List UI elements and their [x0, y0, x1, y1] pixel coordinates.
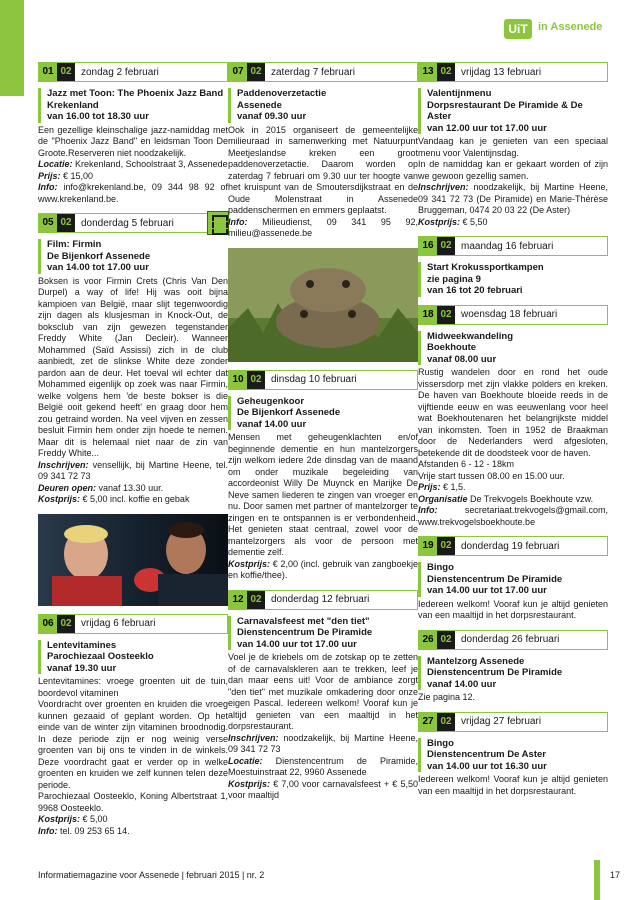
green-corner-bar — [0, 0, 24, 96]
event-lentevitamines — [38, 614, 228, 838]
event-date-header — [38, 62, 228, 82]
event-title: Paddenoverzetactie Assenede vanaf 09.30 uur — [228, 88, 418, 123]
event-paddenoverzet — [228, 62, 418, 240]
column-2 — [228, 62, 418, 810]
event-body: Lentevitamines: vroege groenten uit de tuin, boordevol vitaminen Voordracht over groenten en kruiden die vroeg kunnen gezaaid of geplant worden. Op het einde van de winter zijn vitaminen broodnodig. In deze periode zijn er nog weinig verse groenten van bij ons te vinden in de winkels. Deze voordracht gaat er verder op in welke groenten en kruiden we zelf kunnen telen deze periode. Parochiezaal Oosteeklo, Koning Albertstraat 1, 9968 Oosteeklo. Kostprijs: € 5,00 Info: tel. 09 253 65 14. — [38, 676, 228, 836]
event-body: Mensen met geheugenklachten en/of beginnende dementie en hun mantelzorgers zijn welkom iedere 2de dinsdag van de maand om onder muzikale begeleiding van accordeonist Willy De Muynck en Marijke De Neve samen liederen te zingen van vroeger en nu. Door samen met partner of mantelzorger te zingen en te ontspannen is er verbondenheid. Het genieten staat centraal, zowel voor de mantelzorgers als voor de persoon met dementie zelf. Kostprijs: € 2,00 (incl. gebruik van zangboekje en koffie/thee). — [228, 432, 418, 580]
day-number: 19 — [419, 537, 437, 555]
event-mantelzorg — [418, 630, 608, 704]
event-body: Iedereen welkom! Vooraf kun je altijd genieten van een maaltijd in het dorpsrestaurant. — [418, 774, 608, 796]
day-number: 06 — [39, 615, 57, 633]
month-number: 02 — [437, 537, 455, 555]
day-number: 27 — [419, 713, 437, 731]
month-number: 02 — [247, 371, 265, 389]
event-title: Geheugenkoor De Bijenkorf Assenede vanaf 14.00 uur — [228, 396, 418, 431]
event-title: Jazz met Toon: The Phoenix Jazz Band Krekenland van 16.00 tot 18.30 uur — [38, 88, 228, 123]
day-number: 01 — [39, 63, 57, 81]
event-date: vrijdag 13 februari — [461, 66, 542, 78]
film-strip-icon — [207, 211, 229, 235]
day-number: 26 — [419, 631, 437, 649]
footer-text: Informatiemagazine voor Assenede | februari 2015 | nr. 2 — [38, 870, 265, 880]
footer-green-bar — [594, 860, 600, 900]
event-date-header — [418, 236, 608, 256]
event-date-header — [418, 536, 608, 556]
event-body: Rustig wandelen door en rond het oude vissersdorp met zijn vlakke polders en kreken. De haven van Boekhoute bloeide reeds in de vijftiende eeuw en was eeuwenlang voor heel wat Boekhoutenaren het belangrijkste middel van inkomsten. Toen in 1952 de Braakman door de Nederlanders werd afgesloten, betekende dit de doodsteek voor de haven. Afstanden 6 - 12 - 18km Vrije start tussen 08.00 en 15.00 uur. Prijs: € 1,5. Organisatie De Trekvogels Boekhoute vzw. Info: secretariaat.trekvogels@gmail.com, www.trekvogelsboekhoute.be — [418, 367, 608, 527]
event-title: Midweekwandeling Boekhoute vanaf 08.00 uur — [418, 331, 608, 366]
toads-photo — [228, 248, 418, 362]
month-number: 02 — [247, 591, 265, 609]
event-geheugenkoor — [228, 370, 418, 582]
event-body: Ook in 2015 organiseert de gemeentelijke milieuraad in samenwerking met Natuurpunt Meetjeslandse kreken een groot paddenoverzetactie. Daarom worden op zaterdag 7 februari om 9.30 uur ter hoogte van het kruispunt van de Smoutersdijkstraat en de Oude Molenstraat in Assenede paddenschermen en emmers geplaatst. Info: Milieudienst, 09 341 95 92, milieu@assenede.be — [228, 124, 418, 238]
event-title: Carnavalsfeest met "den tiet" Dienstencentrum De Piramide van 14.00 uur tot 17.00 uur — [228, 616, 418, 651]
month-number: 02 — [57, 63, 75, 81]
event-bingo-aster — [418, 712, 608, 798]
event-date-header — [418, 62, 608, 82]
event-title: Mantelzorg Assenede Dienstencentrum De Piramide vanaf 14.00 uur — [418, 656, 608, 691]
event-date: maandag 16 februari — [461, 240, 554, 252]
event-body: Zie pagina 12. — [418, 692, 476, 702]
event-midweekwandeling — [418, 305, 608, 529]
event-carnaval — [228, 590, 418, 802]
boxing-film-photo — [38, 514, 228, 606]
month-number: 02 — [57, 214, 75, 232]
event-date: donderdag 12 februari — [271, 594, 370, 605]
uit-logo: UiT — [504, 19, 532, 39]
event-date-header — [418, 305, 608, 325]
event-title: Film: Firmin De Bijenkorf Assenede van 14.00 tot 17.00 uur — [38, 239, 228, 274]
month-number: 02 — [437, 237, 455, 255]
event-date-header — [38, 213, 228, 233]
event-date: zaterdag 7 februari — [271, 66, 355, 78]
region-title: in Assenede — [538, 21, 603, 33]
event-date-header — [228, 590, 418, 610]
event-body: Een gezellige kleinschalige jazz-namiddag met de "Phoenix Jazz Band" en leidsman Toon De Groote.Reserveren niet noodzakelijk. Locatie: Krekenland, Schoolstraat 3, Assenede Prijs: € 15,00 Info: info@krekenland.be, 09 344 98 92 of www.krekenland.be. — [38, 124, 228, 204]
event-film — [38, 213, 228, 506]
day-number: 07 — [229, 63, 247, 81]
month-number: 02 — [57, 615, 75, 633]
page-number: 17 — [610, 870, 621, 880]
event-title: Valentijnmenu Dorpsrestaurant De Piramide & De Aster van 12.00 uur tot 17.00 uur — [418, 88, 608, 134]
column-1 — [38, 62, 228, 845]
event-date-header — [418, 630, 608, 650]
event-valentijn — [418, 62, 608, 228]
event-body: Voel je de kriebels om de zotskap op te zetten of de carnavalskleren aan te trekken, leef je dan maar eens uit! Voor de ambiance zorgt "den tiet" met muzikale omkadering door onze eigen Pascal. Iedereen welkom! Vooraf kun je altijd genieten van een maaltijd in het dorpsrestaurant. Inschrijven: noodzakelijk, bij Martine Heene, 09 341 72 73 Locatie: Dienstencentrum de Piramide, Moestuinstraat 22, 9960 Assenede Kostprijs: € 7,00 voor carnavalsfeest + € 5,50 voor maaltijd — [228, 652, 418, 800]
event-date: donderdag 19 februari — [461, 540, 560, 552]
month-number: 02 — [437, 631, 455, 649]
month-number: 02 — [437, 306, 455, 324]
event-date-header — [418, 712, 608, 732]
event-date-header — [38, 614, 228, 634]
event-body: Vandaag kan je genieten van een speciaal menu voor Valentijnsdag. In de namiddag kan er gekaart worden of zijn we gewoon gezellig samen. Inschrijven: noodzakelijk, bij Martine Heene, 09 341 72 73 (De Piramide) en Marie-Thérèse Bruggeman, 0474 20 03 22 (De Aster) Kostprijs: € 5,50 — [418, 136, 608, 227]
month-number: 02 — [247, 63, 265, 81]
day-number: 12 — [229, 591, 247, 609]
day-number: 18 — [419, 306, 437, 324]
event-title: Bingo Dienstencentrum De Aster van 14.00 uur tot 16.30 uur — [418, 738, 608, 773]
event-date-header — [228, 62, 418, 82]
event-date-header — [228, 370, 418, 390]
event-date: donderdag 5 februari — [81, 217, 174, 229]
day-number: 10 — [229, 371, 247, 389]
event-title: Start Krokussportkampen zie pagina 9 van 16 tot 20 februari — [418, 262, 608, 297]
event-date: vrijdag 6 februari — [81, 618, 156, 629]
event-date: woensdag 18 februari — [461, 309, 558, 320]
event-date: vrijdag 27 februari — [461, 716, 542, 727]
event-krokussportkampen — [418, 236, 608, 297]
event-date: donderdag 26 februari — [461, 634, 560, 645]
day-number: 13 — [419, 63, 437, 81]
day-number: 05 — [39, 214, 57, 232]
event-body: Boksen is voor Firmin Crets (Chris Van Den Durpel) a way of life! Hij was ooit bijna kampioen van België, maar slijt tegenwoordig zijn dagen als klusjesman in Knock-Out, de boksclub van zijn gewezen tegenstander Freddy White (Jan Decleir). Wanneer Mohammed (Saïd Assissi) zich in de club aanbiedt, zet de slinkse White deze zonder pardon aan de deur. Het toeval wil echter dat Mohammed eigenlijk op zoek was naar Firmin, welke volgens hem 'de beste bokser is die België ooit gekend heeft' en graag door hem zou getraind worden. Na veel vijven en zessen besluit Firmin hem onder zijn hoede te nemen. Maar dit is helemaal niet naar de zin van Freddy White... Inschrijven: vensellijk, bij Martine Heene, tel. 09 341 72 73 Deuren open: vanaf 13.30 uur. Kostprijs: € 5,00 incl. koffie en gebak — [38, 275, 228, 504]
event-date: zondag 2 februari — [81, 66, 159, 78]
day-number: 16 — [419, 237, 437, 255]
event-title: Bingo Dienstencentrum De Piramide van 14.00 uur tot 17.00 uur — [418, 562, 608, 597]
event-title: Lentevitamines Parochiezaal Oosteeklo vanaf 19.30 uur — [38, 640, 228, 675]
event-jazz — [38, 62, 228, 205]
event-bingo-piramide — [418, 536, 608, 622]
event-body: Iedereen welkom! Vooraf kun je altijd genieten van een maaltijd in het dorpsrestaurant. — [418, 598, 608, 620]
month-number: 02 — [437, 713, 455, 731]
event-date: dinsdag 10 februari — [271, 374, 357, 385]
column-3 — [418, 62, 608, 805]
month-number: 02 — [437, 63, 455, 81]
